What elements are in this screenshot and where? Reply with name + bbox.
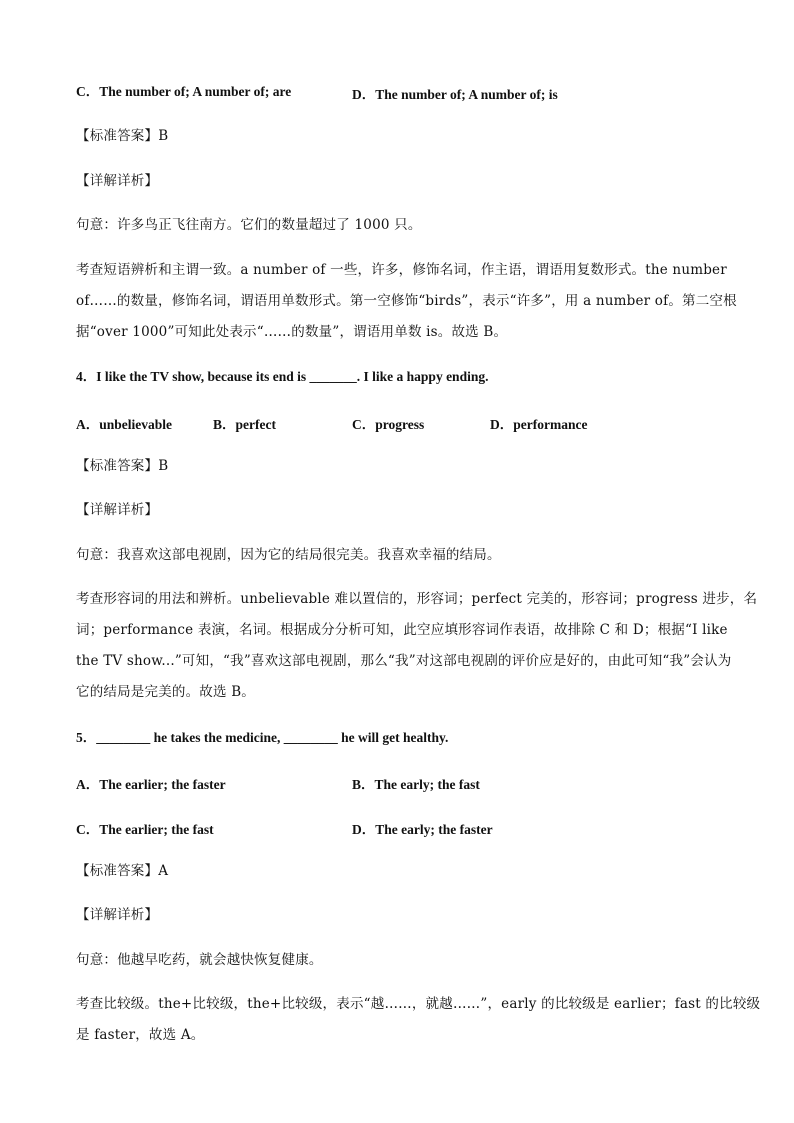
- q5-explanation: [76, 989, 761, 1051]
- q3-answer: 【标准答案】B: [76, 128, 169, 144]
- q5-answer: 【标准答案】A: [76, 863, 169, 879]
- q4-answer: 【标准答案】B: [76, 458, 169, 474]
- q5-meaning: 句意：他越早吃药，就会越快恢复健康。: [76, 952, 323, 968]
- q4-explanation-line: the TV show...”可知，“我”喜欢这部电视剧，那么“我”对这部电视剧的评价应是好的，由此可知“我”会认为: [76, 653, 732, 669]
- q3-explanation-line: of……的数量，修饰名词，谓语用单数形式。第一空修饰“birds”，表示“许多”，用 a number of。第二空根: [76, 293, 737, 309]
- q5-question: 5．________ he takes the medicine, ________ he will get healthy.: [76, 730, 449, 745]
- q3-explanation: [76, 255, 737, 348]
- q4-explanation-line: 它的结局是完美的。故选 B。: [76, 684, 256, 700]
- q3-meaning: 句意：许多鸟正飞往南方。它们的数量超过了 1000 只。: [76, 217, 422, 233]
- q5-option-b: B．The early; the fast: [352, 777, 480, 792]
- q3-explanation-line: 据“over 1000”可知此处表示“……的数量”，谓语用单数 is。故选 B。: [76, 324, 508, 340]
- q4-explanation: [76, 584, 758, 708]
- q3-explanation-line: 考查短语辨析和主谓一致。a number of 一些，许多，修饰名词，作主语，谓语用复数形式。the number: [76, 262, 727, 278]
- q4-question: 4．I like the TV show, because its end is _______. I like a happy ending.: [76, 369, 489, 384]
- q4-option-b: B．perfect: [213, 417, 276, 432]
- q4-option-d: D．performance: [490, 417, 588, 432]
- q3-option-c: C．The number of; A number of; are: [76, 84, 292, 99]
- q3-option-d: D．The number of; A number of; is: [352, 87, 558, 102]
- q4-meaning: 句意：我喜欢这部电视剧，因为它的结局很完美。我喜欢幸福的结局。: [76, 547, 501, 563]
- q4-explanation-line: 考查形容词的用法和辨析。unbelievable 难以置信的，形容词；perfect 完美的，形容词；progress 进步，名: [76, 591, 758, 607]
- q5-explanation-line: 考查比较级。the+比较级，the+比较级，表示“越……，就越……”，early 的比较级是 earlier；fast 的比较级: [76, 996, 761, 1012]
- q5-option-a: A．The earlier; the faster: [76, 777, 226, 792]
- q5-option-d: D．The early; the faster: [352, 822, 493, 837]
- q4-option-a: A．unbelievable: [76, 417, 173, 432]
- q3-analysis-heading: 【详解详析】: [76, 173, 159, 189]
- q5-explanation-line: 是 faster，故选 A。: [76, 1027, 205, 1043]
- q4-analysis-heading: 【详解详析】: [76, 502, 159, 518]
- q5-analysis-heading: 【详解详析】: [76, 907, 159, 923]
- q5-option-c: C．The earlier; the fast: [76, 822, 214, 837]
- q4-option-c: C．progress: [352, 417, 425, 432]
- q4-explanation-line: 词；performance 表演，名词。根据成分分析可知，此空应填形容词作表语，故排除 C 和 D；根据“I like: [76, 622, 728, 638]
